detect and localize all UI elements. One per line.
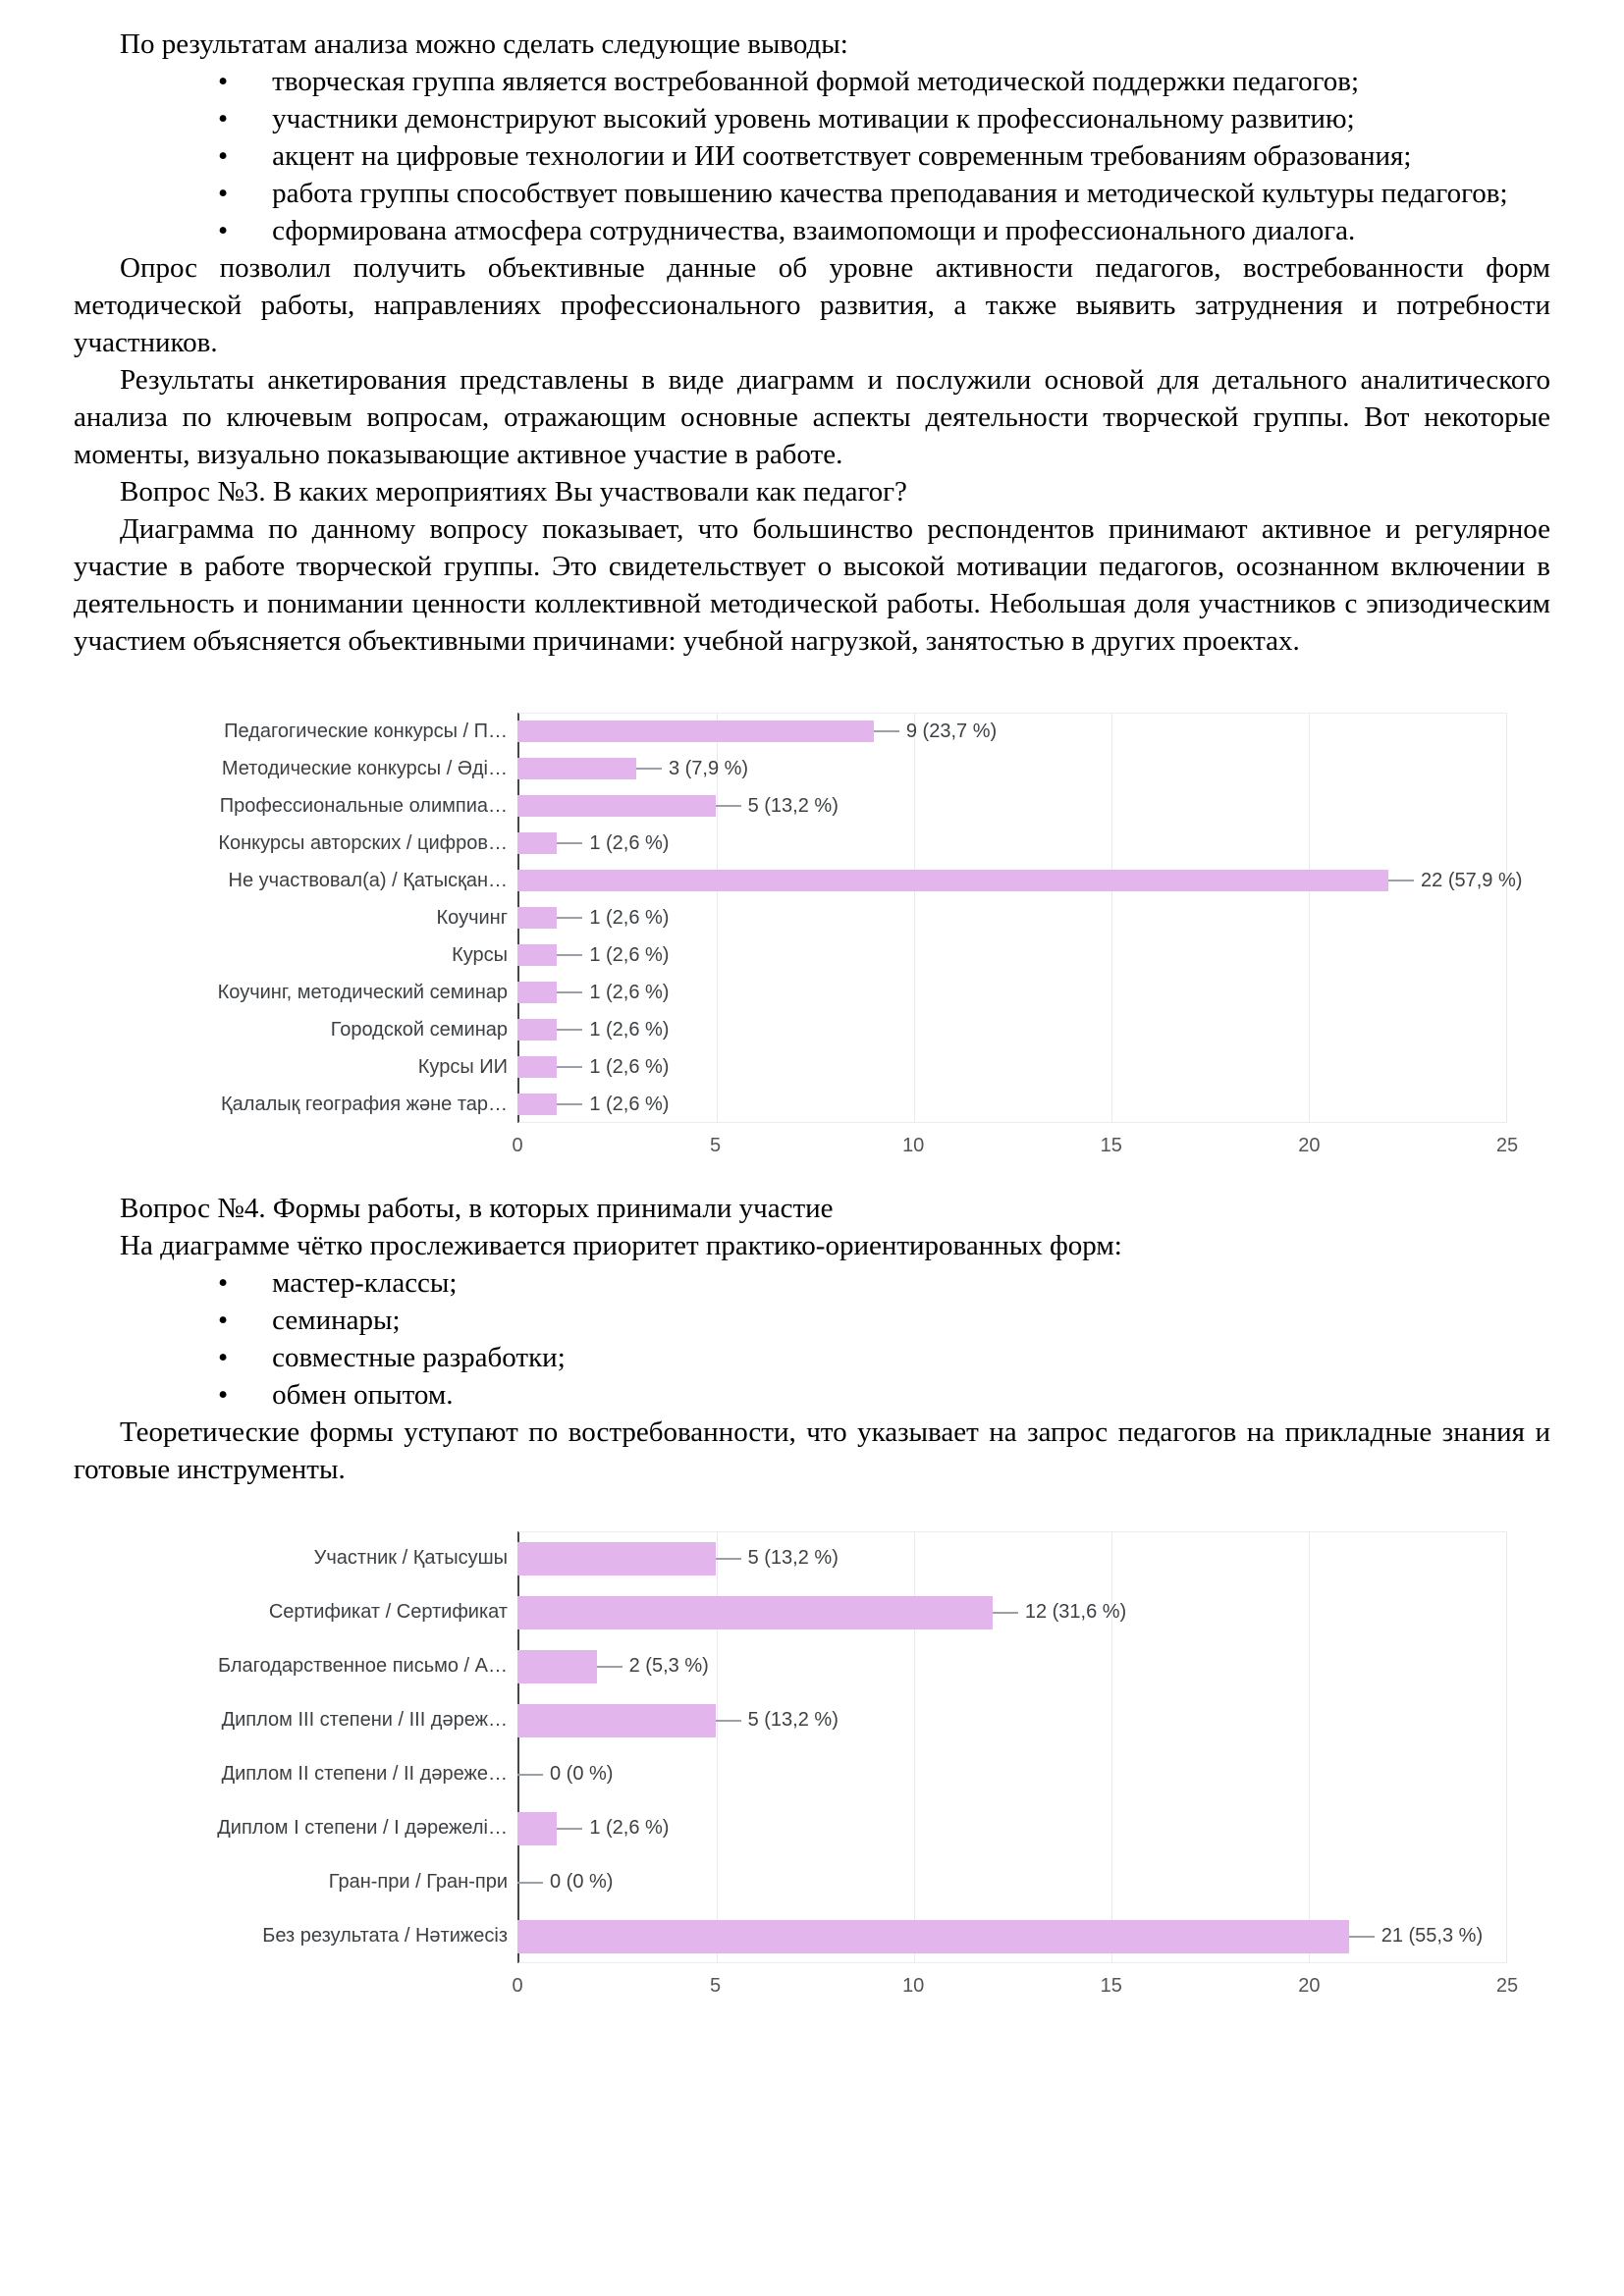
chart-row xyxy=(74,1585,1507,1639)
paragraph-question-3-analysis: Диаграмма по данному вопросу показывает, что большинство респондентов принимают активное и регулярное участие в работе творческой группы. Это свидетельствует о высокой мотивации педагогов, осознанном включении в деятельность и понимании ценности коллективной методической работы. Небольшая доля участников с эпизодическим участием объясняется объективными причинами: учебной нагрузкой, занятостью в других проектах. xyxy=(74,513,1550,657)
bar-track xyxy=(517,758,1507,780)
value-connector-line xyxy=(597,1666,623,1668)
bar xyxy=(517,982,557,1003)
value-connector-line xyxy=(557,954,582,956)
bar-track xyxy=(517,1704,1507,1737)
bar xyxy=(517,795,716,817)
bar xyxy=(517,832,557,854)
bar xyxy=(517,1650,597,1683)
bar-track xyxy=(517,907,1507,930)
value-label: 22 (57,9 %) xyxy=(1421,869,1523,891)
category-label: Методические конкурсы / Әді… xyxy=(221,757,508,779)
bar-track xyxy=(517,1094,1507,1116)
value-connector-line xyxy=(716,805,741,807)
value-label: 3 (7,9 %) xyxy=(668,757,749,779)
bar xyxy=(517,944,557,966)
bullet-marker-icon: • xyxy=(218,215,229,246)
axis-tick-label: 5 xyxy=(710,1135,722,1156)
value-label: 5 (13,2 %) xyxy=(747,1709,839,1731)
value-connector-line xyxy=(716,1720,741,1722)
bar-track xyxy=(517,721,1507,743)
bar-track xyxy=(517,1650,1507,1683)
bar-track xyxy=(517,1866,1507,1899)
category-label: Не участвовал(а) / Қатысқан… xyxy=(228,869,508,891)
chart-row xyxy=(74,974,1507,1011)
bullet-text: мастер-классы; xyxy=(272,1267,458,1299)
value-connector-line xyxy=(557,1103,582,1105)
axis-tick-label: 10 xyxy=(902,1135,925,1156)
bar xyxy=(517,1596,993,1629)
value-connector-line xyxy=(557,991,582,993)
value-label: 1 (2,6 %) xyxy=(589,943,670,966)
bar-track xyxy=(517,944,1507,967)
intro-bullet-list xyxy=(74,63,1550,249)
value-label: 1 (2,6 %) xyxy=(589,1055,670,1078)
chart-row xyxy=(74,936,1507,974)
bullet-item xyxy=(74,1339,1550,1376)
value-label: 1 (2,6 %) xyxy=(589,831,670,854)
value-connector-line xyxy=(557,917,582,919)
bar-track xyxy=(517,1019,1507,1041)
chart-row xyxy=(74,1048,1507,1086)
bullet-marker-icon: • xyxy=(218,140,229,172)
chart-plot-area xyxy=(74,713,1523,1123)
value-connector-line xyxy=(557,1828,582,1830)
category-label: Диплом III степени / III дәреж… xyxy=(221,1709,508,1731)
value-label: 0 (0 %) xyxy=(550,1763,614,1785)
category-label: Педагогические конкурсы / П… xyxy=(224,720,508,742)
bullet-text: сформирована атмосфера сотрудничества, взаимопомощи и профессионального диалога. xyxy=(272,215,1356,246)
bar-track xyxy=(517,1542,1507,1575)
category-label: Благодарственное письмо / А… xyxy=(217,1655,508,1677)
chart-row xyxy=(74,750,1507,787)
axis-tick-label: 20 xyxy=(1298,1975,1321,1997)
bullet-text: участники демонстрируют высокий уровень мотивации к профессиональному развитию; xyxy=(272,103,1355,134)
bar xyxy=(517,870,1388,891)
value-label: 1 (2,6 %) xyxy=(589,1018,670,1041)
bullet-marker-icon: • xyxy=(218,1305,229,1336)
bar-track xyxy=(517,832,1507,855)
bullet-item xyxy=(74,137,1550,175)
bar-track xyxy=(517,1920,1507,1953)
value-connector-line xyxy=(557,842,582,844)
bullet-text: работа группы способствует повышению качества преподавания и методической культуры педагогов; xyxy=(272,178,1508,209)
value-label: 1 (2,6 %) xyxy=(589,906,670,929)
section-4-bullet-list xyxy=(74,1264,1550,1414)
bar xyxy=(517,1704,716,1737)
bullet-marker-icon: • xyxy=(218,1379,229,1411)
value-connector-line xyxy=(874,730,899,732)
bar xyxy=(517,1094,557,1115)
category-label: Диплом II степени / II дәреже… xyxy=(221,1763,508,1785)
bar xyxy=(517,1019,557,1041)
question-3-heading: Вопрос №3. В каких мероприятиях Вы участвовали как педагог? xyxy=(120,476,907,507)
axis-tick-label: 5 xyxy=(710,1975,722,1997)
axis-tick-label: 10 xyxy=(902,1975,925,1997)
chart-row xyxy=(74,1855,1507,1909)
bar xyxy=(517,907,557,929)
bullet-text: обмен опытом. xyxy=(272,1379,454,1411)
chart-row xyxy=(74,713,1507,750)
chart-x-axis xyxy=(512,1123,1519,1168)
bullet-item xyxy=(74,1264,1550,1302)
bar xyxy=(517,758,636,779)
category-label: Гран-при / Гран-при xyxy=(328,1871,508,1893)
question-4-heading: Вопрос №4. Формы работы, в которых принимали участие xyxy=(120,1193,834,1224)
paragraph-survey-results: Опрос позволил получить объективные данные об уровне активности педагогов, востребованности форм методической работы, направлениях профессионального развития, а также выявить затруднения и потребности участников. xyxy=(74,252,1550,358)
chart-row xyxy=(74,1909,1507,1963)
value-label: 1 (2,6 %) xyxy=(589,1093,670,1115)
category-label: Городской семинар xyxy=(330,1018,508,1041)
bar-track xyxy=(517,869,1523,892)
bullet-item xyxy=(74,1376,1550,1414)
chart-row xyxy=(74,1801,1507,1855)
bullet-text: акцент на цифровые технологии и ИИ соответствует современным требованиям образования; xyxy=(272,140,1412,172)
axis-tick-label: 20 xyxy=(1298,1135,1321,1156)
chart-question-4 xyxy=(74,1531,1519,2008)
axis-tick-label: 25 xyxy=(1495,1135,1519,1156)
category-label: Конкурсы авторских / цифров… xyxy=(218,831,508,854)
paragraph-diagrams-basis: Результаты анкетирования представлены в виде диаграмм и послужили основой для детального аналитического анализа по ключевым вопросам, отражающим основные аспекты деятельности творческой группы. Вот некоторые моменты, визуально показывающие активное участие в работе. xyxy=(74,364,1550,470)
bullet-item xyxy=(74,212,1550,249)
bullet-text: совместные разработки; xyxy=(272,1342,566,1373)
bullet-item xyxy=(74,100,1550,137)
bullet-marker-icon: • xyxy=(218,178,229,209)
bullet-marker-icon: • xyxy=(218,103,229,134)
category-label: Курсы xyxy=(452,943,508,966)
value-label: 5 (13,2 %) xyxy=(747,794,839,817)
bar-track xyxy=(517,1812,1507,1845)
chart-row xyxy=(74,1639,1507,1693)
bullet-marker-icon: • xyxy=(218,1267,229,1299)
category-label: Коучинг xyxy=(436,906,508,929)
chart-row xyxy=(74,825,1507,862)
bullet-text: семинары; xyxy=(272,1305,401,1336)
bar xyxy=(517,1920,1349,1953)
chart-row xyxy=(74,787,1507,825)
intro-lead: По результатам анализа можно сделать следующие выводы: xyxy=(120,28,848,60)
bar xyxy=(517,1542,716,1575)
chart-row xyxy=(74,899,1507,936)
chart-row xyxy=(74,1011,1507,1048)
chart-row xyxy=(74,1747,1507,1801)
value-label: 5 (13,2 %) xyxy=(747,1547,839,1569)
bullet-marker-icon: • xyxy=(218,66,229,97)
bullet-marker-icon: • xyxy=(218,1342,229,1373)
category-label: Диплом I степени / I дәрежелі… xyxy=(217,1817,508,1839)
bullet-item xyxy=(74,175,1550,212)
value-label: 9 (23,7 %) xyxy=(905,720,998,742)
value-connector-line xyxy=(993,1612,1018,1614)
value-label: 1 (2,6 %) xyxy=(589,1817,670,1839)
chart-row xyxy=(74,862,1523,899)
chart-row xyxy=(74,1693,1507,1747)
bar-track xyxy=(517,1056,1507,1079)
value-connector-line xyxy=(1388,880,1414,881)
bullet-item xyxy=(74,63,1550,100)
axis-tick-label: 0 xyxy=(512,1135,523,1156)
section-4-lead: На диаграмме чётко прослеживается приоритет практико-ориентированных форм: xyxy=(120,1230,1122,1261)
category-label: Коучинг, методический семинар xyxy=(217,981,508,1003)
value-label: 21 (55,3 %) xyxy=(1380,1925,1484,1947)
bar-track xyxy=(517,982,1507,1004)
bar xyxy=(517,1056,557,1078)
category-label: Профессиональные олимпиа… xyxy=(219,794,508,817)
value-connector-line xyxy=(716,1558,741,1560)
chart-row xyxy=(74,1086,1507,1123)
axis-tick-label: 15 xyxy=(1100,1975,1122,1997)
bar-track xyxy=(517,795,1507,818)
value-connector-line xyxy=(636,768,662,770)
value-label: 1 (2,6 %) xyxy=(589,981,670,1003)
axis-tick-label: 25 xyxy=(1495,1975,1519,1997)
value-connector-line xyxy=(557,1029,582,1031)
bullet-text: творческая группа является востребованной формой методической поддержки педагогов; xyxy=(272,66,1360,97)
bar xyxy=(517,721,874,742)
category-label: Курсы ИИ xyxy=(417,1055,508,1078)
category-label: Қалалық география және тар… xyxy=(221,1093,508,1115)
bar-track xyxy=(517,1758,1507,1791)
value-connector-line xyxy=(517,1774,543,1776)
value-label: 0 (0 %) xyxy=(550,1871,614,1893)
chart-plot-area xyxy=(74,1531,1507,1963)
bar-track xyxy=(517,1596,1507,1629)
section-4-closing: Теоретические формы уступают по востребованности, что указывает на запрос педагогов на прикладные знания и готовые инструменты. xyxy=(74,1416,1550,1485)
value-connector-line xyxy=(557,1066,582,1068)
category-label: Сертификат / Сертификат xyxy=(268,1601,508,1623)
value-label: 12 (31,6 %) xyxy=(1024,1601,1127,1623)
bullet-item xyxy=(74,1302,1550,1339)
value-connector-line xyxy=(517,1882,543,1884)
category-label: Без результата / Нәтижесіз xyxy=(262,1925,508,1947)
category-label: Участник / Қатысушы xyxy=(313,1547,508,1569)
value-connector-line xyxy=(1349,1936,1375,1938)
value-label: 2 (5,3 %) xyxy=(628,1655,709,1677)
chart-row xyxy=(74,1531,1507,1585)
chart-question-3 xyxy=(74,713,1523,1168)
axis-tick-label: 15 xyxy=(1100,1135,1122,1156)
axis-tick-label: 0 xyxy=(512,1975,523,1997)
bar xyxy=(517,1812,557,1845)
chart-x-axis xyxy=(512,1963,1519,2008)
